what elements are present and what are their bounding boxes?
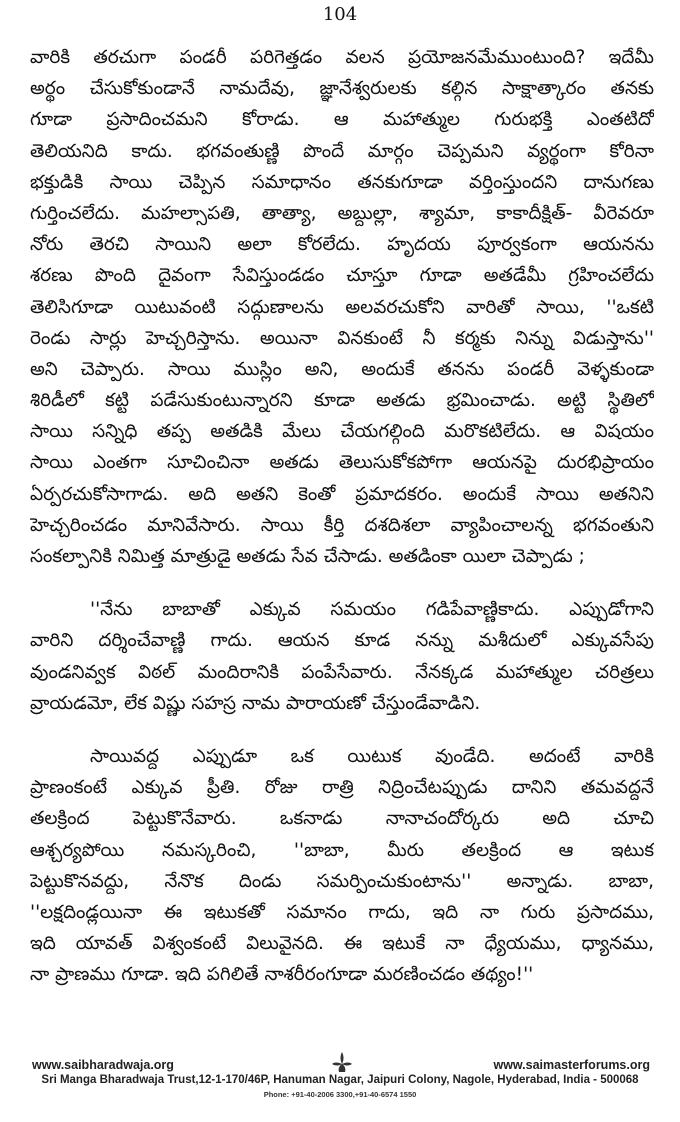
text-line: ఇది యావత్ విశ్వంకంటే విలువైనది. ఈ ఇటుకే నా ధ్యేయము, ధ్యానము, <box>30 933 654 955</box>
text-line: అర్థం చేసుకోకుండానే నామదేవు, జ్ఞానేశ్వరులకు కల్గిన సాక్షాత్కారం తనకు <box>30 78 654 100</box>
footer-address: Sri Manga Bharadwaja Trust,12-1-170/46P, Hanuman Nagar, Jaipuri Colony, Nagole, Hyderabad, India - 500068 <box>41 1074 639 1086</box>
lotus-emblem-icon <box>330 1050 354 1074</box>
footer-website-left[interactable]: www.saibharadwaja.org <box>32 1058 174 1072</box>
text-line: సంకల్పానికి నిమిత్త మాత్రుడై అతడు సేవ చేసాడు. అతడింకా యిలా చెప్పాడు ; <box>30 546 585 567</box>
text-line: హెచ్చరించడం మానివేసారు. సాయి కీర్తి దశదిశలా వ్యాపించాలన్న భగవంతుని <box>30 514 654 536</box>
text-line: పెట్టుకొనవద్దు, నేనొక దిండు సమర్పించుకుంటాను'' అన్నాడు. బాబా, <box>30 870 654 892</box>
text-line: సాయివద్ద ఎప్పుడూ ఒక యిటుక వుండేది. అదంటే వారికి <box>90 745 654 767</box>
text-line: గూడా ప్రసాదించమని కోరాడు. ఆ మహాత్ముల గురుభక్తి ఎంతటిదో <box>30 109 654 131</box>
text-line: తెలిసిగూడా యిటువంటి సద్గుణాలను అలవరచుకోని వారితో సాయి, ''ఒకటి <box>30 296 654 318</box>
footer <box>0 1040 680 1122</box>
page-number: 104 <box>322 4 358 25</box>
footer-website-right[interactable]: www.saimasterforums.org <box>493 1058 650 1072</box>
paragraph-gap <box>30 719 654 741</box>
text-line: సాయి ఎంతగా సూచించినా అతడు తెలుసుకోకపోగా ఆయనపై దురభిప్రాయం <box>30 452 654 474</box>
text-line: శిరిడీలో కట్టి పడేసుకుంటున్నారని కూడా అతడు భ్రమించాడు. అట్టి స్థితిలో <box>30 390 654 412</box>
text-line: తలక్రింద పెట్టుకొనేవారు. ఒకనాడు నానాచందోర్కరు అది చూచి <box>30 808 654 830</box>
text-line: భక్తుడికి సాయి చెప్పిన సమాధానం తనకుగూడా వర్తింస్తుందని దానుగణు <box>30 171 654 193</box>
paragraph-gap <box>30 572 654 594</box>
paragraph <box>30 594 654 719</box>
text-line: వుండనివ్వక విఠల్ మందిరానికి పంపేసేవారు. నేనక్కడ మహాత్ముల చరిత్రలు <box>30 661 654 683</box>
paragraph <box>30 42 654 572</box>
text-line: వ్రాయడమో, లేక విష్ణు సహస్ర నామ పారాయణో చేస్తుండేవాడిని. <box>30 692 481 714</box>
footer-phone: Phone: +91-40-2006 3300,+91-40-6574 1550 <box>263 1090 417 1099</box>
text-line: శరణు పొంది దైవంగా సేవిస్తుండడం చూస్తూ గూడా అతడేమీ గ్రహించలేదు <box>30 265 654 287</box>
text-line: నోరు తెరచి సాయిని అలా కోరలేదు. హృదయ పూర్వకంగా ఆయనను <box>30 234 654 256</box>
text-line: ప్రాణంకంటే ఎక్కువ ప్రీతి. రోజు రాత్రి నిద్రించేటప్పుడు దానిని తమవద్దనే <box>30 777 654 799</box>
text-line: నా ప్రాణము గూడా. ఇది పగిలితే నాశరీరంగూడా మరణించడం తథ్యం!'' <box>30 964 534 986</box>
text-line: గుర్తించలేదు. మహల్సాపతి, తాత్యా, అబ్దుల్లా, శ్యామా, కాకాదీక్షిత్- వీరెవరూ <box>30 202 654 224</box>
text-line: రెండు సార్లు హెచ్చరిస్తాను. అయినా వినకుంటే నీ కర్మకు నిన్ను విడుస్తాను'' <box>30 327 654 349</box>
text-line: ''లక్షదిండ్లయినా ఈ ఇటుకతో సమానం గాదు, ఇది నా గురు ప్రసాదము, <box>30 901 654 923</box>
text-line: వారికి తరచుగా పండరీ పరిగెత్తడం వలన ప్రయోజనమేముంటుంది? ఇదేమీ <box>30 47 654 68</box>
body-text <box>30 42 654 990</box>
text-line: ''నేను బాబాతో ఎక్కువ సమయం గడిపేవాణ్ణికాదు. ఎప్పుడోగాని <box>90 599 654 621</box>
paragraph <box>30 741 654 991</box>
text-line: వారిని దర్శించేవాణ్ణి గాదు. ఆయన కూడ నన్ను మశీదులో ఎక్కువసేపు <box>30 630 654 652</box>
text-line: సాయి సన్నిధి తప్ప అతడికి మేలు చేయగల్గింది మరొకటిలేదు. ఆ విషయం <box>30 421 654 443</box>
text-line: ఏర్పరచుకోసాగాడు. అది అతని కెంతో ప్రమాదకరం. అందుకే సాయి అతనిని <box>30 483 654 505</box>
text-line: ఆశ్చర్యపోయి నమస్కరించి, ''బాబా, మీరు తలక్రింద ఆ ఇటుక <box>30 839 654 861</box>
text-line: తెలియనిది కాదు. భగవంతుణ్ణి పొందే మార్గం చెప్పమని వ్యర్థంగా కోరినా <box>30 140 654 162</box>
text-line: అని చెప్పారు. సాయి ముస్లిం అని, అందుకే తనను పండరీ వెళ్ళకుండా <box>30 358 654 380</box>
